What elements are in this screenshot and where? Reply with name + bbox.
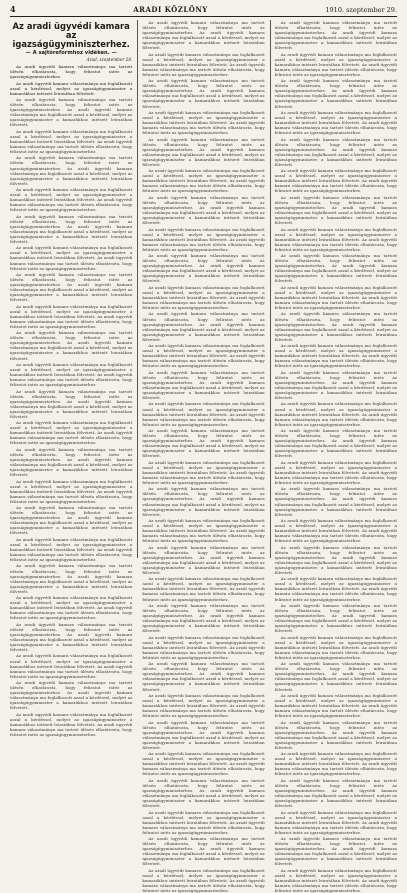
article-paragraph: Az aradi ügyvédi kamara választmánya ma foglalkozott azzal a kérdéssel, melyet az igazságügyminiszter a kamarákhoz intézett leiratában fölvetett. Az aradi ügyvédi kamara választmánya ma tartott ülésén elhatározta, hogy feliratot intéz az igazságügyminiszterhez. — [10, 478, 133, 504]
page-header — [10, 4, 397, 17]
article-paragraph: Az aradi ügyvédi kamara választmánya ma tartott ülésén elhatározta, hogy feliratot intéz az igazságügyminiszterhez. Az aradi ügyvédi kamara választmánya ma foglalkozott azzal a kérdéssel, melyet az igazságügyminiszter a kamarákhoz intézett leiratában fölvetett. — [274, 20, 397, 51]
article-paragraph: Az aradi ügyvédi kamara választmánya ma tartott ülésén elhatározta, hogy feliratot intéz az igazságügyminiszterhez. Az aradi ügyvédi kamara választmánya ma foglalkozott azzal a kérdéssel, melyet az igazságügyminiszter a kamarákhoz intézett leiratában fölvetett. — [274, 311, 397, 342]
article-subheading: — A sajtóreformhoz vidéken. — — [25, 50, 117, 56]
article-paragraph: Az aradi ügyvédi kamara választmánya ma foglalkozott azzal a kérdéssel, melyet az igazságügyminiszter a kamarákhoz intézett leiratában fölvetett. Az aradi ügyvédi kamara választmánya ma tartott ülésén elhatározta, hogy feliratot intéz az igazságügyminiszterhez. — [10, 361, 133, 388]
page-number: 4 — [10, 4, 16, 14]
article-paragraph: Az aradi ügyvédi kamara választmánya ma tartott ülésén elhatározta, hogy feliratot intéz az igazságügyminiszterhez. Az aradi ügyvédi kamara választmánya ma foglalkozott azzal a kérdéssel, melyet az igazságügyminiszter a kamarákhoz intézett leiratában fölvetett. — [274, 777, 397, 809]
column-body-text — [10, 97, 132, 737]
article-paragraph: Az aradi ügyvédi kamara választmánya ma tartott ülésén elhatározta, hogy feliratot intéz az igazságügyminiszterhez. Az aradi ügyvédi kamara választmánya ma foglalkozott azzal a kérdéssel, melyet az igazságügyminiszter a kamarákhoz intézett leiratában fölvetett. — [142, 836, 265, 867]
article-paragraph: Az aradi ügyvédi kamara választmánya ma foglalkozott azzal a kérdéssel, melyet az igazságügyminiszter a kamarákhoz intézett leiratában fölvetett. Az aradi ügyvédi kamara választmánya ma tartott ülésén elhatározta, hogy feliratot intéz az igazságügyminiszterhez. — [10, 420, 133, 446]
article-paragraph: Az aradi ügyvédi kamara választmánya ma tartott ülésén elhatározta, hogy feliratot intéz az igazságügyminiszterhez. Az aradi ügyvédi kamara választmánya ma foglalkozott azzal a kérdéssel, melyet az igazságügyminiszter a kamarákhoz intézett leiratában fölvetett. — [10, 155, 133, 186]
article-paragraph: Az aradi ügyvédi kamara választmánya ma tartott ülésén elhatározta, hogy feliratot intéz az igazságügyminiszterhez. Az aradi ügyvédi kamara választmánya ma foglalkozott azzal a kérdéssel, melyet az igazságügyminiszter a kamarákhoz intézett leiratában fölvetett. — [142, 369, 265, 401]
article-paragraph: Az aradi ügyvédi kamara választmánya ma foglalkozott azzal a kérdéssel, melyet az igazságügyminiszter a kamarákhoz intézett leiratában fölvetett. Az aradi ügyvédi kamara választmánya ma tartott ülésén elhatározta, hogy feliratot intéz az igazságügyminiszterhez. — [274, 692, 397, 719]
article-paragraph: Az aradi ügyvédi kamara választmánya ma foglalkozott azzal a kérdéssel, melyet az igazságügyminiszter a kamarákhoz intézett leiratában fölvetett. Az aradi ügyvédi kamara választmánya ma tartott ülésén elhatározta, hogy feliratot intéz az igazságügyminiszterhez. — [142, 226, 265, 252]
article-paragraph: Az aradi ügyvédi kamara választmánya ma foglalkozott azzal a kérdéssel, melyet az igazságügyminiszter a kamarákhoz intézett leiratában fölvetett. Az aradi ügyvédi kamara választmánya ma tartott ülésén elhatározta, hogy feliratot intéz az igazságügyminiszterhez. — [142, 809, 265, 835]
article-paragraph: Az aradi ügyvédi kamara választmánya ma foglalkozott azzal a kérdéssel, melyet az igazságügyminiszter a kamarákhoz intézett leiratában fölvetett. Az aradi ügyvédi kamara választmánya ma tartott ülésén elhatározta, hogy feliratot intéz az igazságügyminiszterhez. — [142, 109, 265, 136]
article-paragraph: Az aradi ügyvédi kamara választmánya ma tartott ülésén elhatározta, hogy feliratot intéz az igazságügyminiszterhez. Az aradi ügyvédi kamara választmánya ma foglalkozott azzal a kérdéssel, melyet az igazságügyminiszter a kamarákhoz intézett leiratában fölvetett. — [10, 621, 133, 653]
article-paragraph: Az aradi ügyvédi kamara választmánya ma tartott ülésén elhatározta, hogy feliratot intéz az igazságügyminiszterhez. Az aradi ügyvédi kamara választmánya ma foglalkozott azzal a kérdéssel, melyet az igazságügyminiszter a kamarákhoz intézett leiratában fölvetett. — [274, 253, 397, 284]
article-paragraph: Az aradi ügyvédi kamara választmánya ma foglalkozott azzal a kérdéssel, melyet az igazságügyminiszter a kamarákhoz intézett leiratában fölvetett. Az aradi ügyvédi kamara választmánya ma tartott ülésén elhatározta, hogy feliratot intéz az igazságügyminiszterhez. — [142, 576, 265, 602]
article-paragraph: Az aradi ügyvédi kamara választmánya ma tartott ülésén elhatározta, hogy feliratot intéz az igazságügyminiszterhez. Az aradi ügyvédi kamara választmánya ma foglalkozott azzal a kérdéssel, melyet az igazságügyminiszter a kamarákhoz intézett leiratában fölvetett. — [274, 544, 397, 575]
text-columns — [10, 20, 397, 893]
article-paragraph: Az aradi ügyvédi kamara választmánya ma foglalkozott azzal a kérdéssel, melyet az igazságügyminiszter a kamarákhoz intézett leiratában fölvetett. Az aradi ügyvédi kamara választmánya ma tartott ülésén elhatározta, hogy feliratot intéz az igazságügyminiszterhez. — [274, 576, 397, 602]
article-paragraph: Az aradi ügyvédi kamara választmánya ma tartott ülésén elhatározta, hogy feliratot intéz az igazságügyminiszterhez. — [10, 64, 133, 80]
article-paragraph: Az aradi ügyvédi kamara választmánya ma foglalkozott azzal a kérdéssel, melyet az igazságügyminiszter a kamarákhoz intézett leiratában fölvetett. Az aradi ügyvédi kamara választmánya ma tartott ülésén elhatározta, hogy feliratot intéz az igazságügyminiszterhez. — [142, 401, 265, 427]
article-paragraph: Az aradi ügyvédi kamara választmánya ma tartott ülésén elhatározta, hogy feliratot intéz az igazságügyminiszterhez. Az aradi ügyvédi kamara választmánya ma foglalkozott azzal a kérdéssel, melyet az igazságügyminiszter a kamarákhoz intézett leiratában fölvetett. — [10, 388, 133, 419]
article-paragraph: Az aradi ügyvédi kamara választmánya ma foglalkozott azzal a kérdéssel, melyet az igazságügyminiszter a kamarákhoz intézett leiratában fölvetett. Az aradi ügyvédi kamara választmánya ma tartott ülésén elhatározta, hogy feliratot intéz az igazságügyminiszterhez. — [142, 459, 265, 485]
issue-date: 1910. szeptember 29. — [325, 6, 397, 14]
article-paragraph: Az aradi ügyvédi kamara választmánya ma foglalkozott azzal a kérdéssel, melyet az igazságügyminiszter a kamarákhoz intézett leiratában fölvetett. Az aradi ügyvédi kamara választmánya ma tartott ülésén elhatározta, hogy feliratot intéz az igazságügyminiszterhez. — [10, 128, 133, 154]
article-paragraph: Az aradi ügyvédi kamara választmánya ma foglalkozott azzal a kérdéssel, melyet az igazságügyminiszter a kamarákhoz intézett leiratában fölvetett. Az aradi ügyvédi kamara választmánya ma tartott ülésén elhatározta, hogy feliratot intéz az igazságügyminiszterhez. — [274, 401, 397, 427]
article-paragraph: Az aradi ügyvédi kamara választmánya ma tartott ülésén elhatározta, hogy feliratot intéz az igazságügyminiszterhez. Az aradi ügyvédi kamara választmánya ma foglalkozott azzal a kérdéssel, melyet az igazságügyminiszter a kamarákhoz intézett leiratában fölvetett. — [274, 602, 397, 634]
column-body-text — [142, 20, 264, 893]
article-paragraph: Az aradi ügyvédi kamara választmánya ma tartott ülésén elhatározta, hogy feliratot intéz az igazságügyminiszterhez. Az aradi ügyvédi kamara választmánya ma foglalkozott azzal a kérdéssel, melyet az igazságügyminiszter a kamarákhoz intézett leiratában fölvetett. — [274, 836, 397, 867]
article-paragraph: Az aradi ügyvédi kamara választmánya ma tartott ülésén elhatározta, hogy feliratot intéz az igazságügyminiszterhez. Az aradi ügyvédi kamara választmánya ma foglalkozott azzal a kérdéssel, melyet az igazságügyminiszter a kamarákhoz intézett leiratában fölvetett. — [274, 661, 397, 692]
column-2 — [137, 20, 265, 893]
article-paragraph: Az aradi ügyvédi kamara választmánya ma foglalkozott azzal a kérdéssel, melyet az igazságügyminiszter a kamarákhoz intézett leiratában fölvetett. Az aradi ügyvédi kamara választmánya ma tartott ülésén elhatározta, hogy feliratot intéz az igazságügyminiszterhez. — [142, 751, 265, 777]
article-paragraph: Az aradi ügyvédi kamara választmánya ma tartott ülésén elhatározta, hogy feliratot intéz az igazságügyminiszterhez. Az aradi ügyvédi kamara választmánya ma foglalkozott azzal a kérdéssel, melyet az igazságügyminiszter a kamarákhoz intézett leiratában fölvetett. — [142, 777, 265, 809]
column-1 — [10, 20, 133, 737]
article-paragraph: Az aradi ügyvédi kamara választmánya ma tartott ülésén elhatározta, hogy feliratot intéz az igazságügyminiszterhez. Az aradi ügyvédi kamara választmánya ma foglalkozott azzal a kérdéssel, melyet az igazságügyminiszter a kamarákhoz intézett leiratában fölvetett. — [142, 661, 265, 692]
article-paragraph: Az aradi ügyvédi kamara választmánya ma foglalkozott azzal a kérdéssel, melyet az igazságügyminiszter a kamarákhoz intézett leiratában fölvetett. Az aradi ügyvédi kamara választmánya ma tartott ülésén elhatározta, hogy feliratot intéz az igazságügyminiszterhez. — [274, 284, 397, 311]
article-paragraph: Az aradi ügyvédi kamara választmánya ma foglalkozott azzal a kérdéssel, melyet az igazságügyminiszter a kamarákhoz intézett leiratában fölvetett. Az aradi ügyvédi kamara választmánya ma tartott ülésén elhatározta, hogy feliratot intéz az igazságügyminiszterhez. — [10, 536, 133, 563]
article-paragraph: Az aradi ügyvédi kamara választmánya ma tartott ülésén elhatározta, hogy feliratot intéz az igazságügyminiszterhez. Az aradi ügyvédi kamara választmánya ma foglalkozott azzal a kérdéssel, melyet az igazságügyminiszter a kamarákhoz intézett leiratában fölvetett. — [10, 680, 133, 711]
article-headline: Az aradi ügyvédi kamara az igazságügyminiszterhez. — [12, 21, 130, 49]
column-3 — [270, 20, 397, 893]
article-paragraph: Az aradi ügyvédi kamara választmánya ma tartott ülésén elhatározta, hogy feliratot intéz az igazságügyminiszterhez. Az aradi ügyvédi kamara választmánya ma foglalkozott azzal a kérdéssel, melyet az igazságügyminiszter a kamarákhoz intézett leiratában fölvetett. — [274, 194, 397, 226]
article-paragraph: Az aradi ügyvédi kamara választmánya ma foglalkozott azzal a kérdéssel, melyet az igazságügyminiszter a kamarákhoz intézett leiratában fölvetett. Az aradi ügyvédi kamara választmánya ma tartott ülésén elhatározta, hogy feliratot intéz az igazságügyminiszterhez. — [142, 284, 265, 311]
article-paragraph: Az aradi ügyvédi kamara választmánya ma foglalkozott azzal a kérdéssel, melyet az igazságügyminiszter a kamarákhoz intézett leiratában fölvetett. Az aradi ügyvédi kamara választmánya ma tartott ülésén elhatározta, hogy feliratot intéz az igazságügyminiszterhez. — [142, 692, 265, 719]
article-paragraph: Az aradi ügyvédi kamara választmánya ma tartott ülésén elhatározta, hogy feliratot intéz az igazságügyminiszterhez. Az aradi ügyvédi kamara választmánya ma foglalkozott azzal a kérdéssel, melyet az igazságügyminiszter a kamarákhoz intézett leiratában fölvetett. — [142, 194, 265, 226]
article-paragraph: Az aradi ügyvédi kamara választmánya ma foglalkozott azzal a kérdéssel, melyet az igazságügyminiszter a kamarákhoz intézett leiratában fölvetett. Az aradi ügyvédi kamara választmánya ma tartott ülésén elhatározta, hogy feliratot intéz az igazságügyminiszterhez. — [274, 867, 397, 893]
column-body-text — [275, 20, 397, 893]
article-paragraph: Az aradi ügyvédi kamara választmánya ma foglalkozott azzal a kérdéssel, melyet az igazságügyminiszter a kamarákhoz intézett leiratában fölvetett. — [10, 80, 133, 96]
article-paragraph: Az aradi ügyvédi kamara választmánya ma foglalkozott azzal a kérdéssel, melyet az igazságügyminiszter a kamarákhoz intézett leiratában fölvetett. Az aradi ügyvédi kamara választmánya ma tartott ülésén elhatározta, hogy feliratot intéz az igazságügyminiszterhez. — [142, 51, 265, 77]
article-paragraph: Az aradi ügyvédi kamara választmánya ma foglalkozott azzal a kérdéssel, melyet az igazságügyminiszter a kamarákhoz intézett leiratában fölvetett. Az aradi ügyvédi kamara választmánya ma tartott ülésén elhatározta, hogy feliratot intéz az igazságügyminiszterhez. — [142, 168, 265, 194]
article-paragraph: Az aradi ügyvédi kamara választmánya ma foglalkozott azzal a kérdéssel, melyet az igazságügyminiszter a kamarákhoz intézett leiratában fölvetett. Az aradi ügyvédi kamara választmánya ma tartott ülésén elhatározta, hogy feliratot intéz az igazságügyminiszterhez. — [274, 168, 397, 194]
article-paragraph: Az aradi ügyvédi kamara választmánya ma tartott ülésén elhatározta, hogy feliratot intéz az igazságügyminiszterhez. Az aradi ügyvédi kamara választmánya ma foglalkozott azzal a kérdéssel, melyet az igazságügyminiszter a kamarákhoz intézett leiratában fölvetett. — [274, 719, 397, 750]
article-paragraph: Az aradi ügyvédi kamara választmánya ma foglalkozott azzal a kérdéssel, melyet az igazságügyminiszter a kamarákhoz intézett leiratában fölvetett. Az aradi ügyvédi kamara választmánya ma tartott ülésén elhatározta, hogy feliratot intéz az igazságügyminiszterhez. — [10, 303, 133, 329]
article-paragraph: Az aradi ügyvédi kamara választmánya ma tartott ülésén elhatározta, hogy feliratot intéz az igazságügyminiszterhez. Az aradi ügyvédi kamara választmánya ma foglalkozott azzal a kérdéssel, melyet az igazságügyminiszter a kamarákhoz intézett leiratában fölvetett. — [10, 330, 133, 361]
article-paragraph: Az aradi ügyvédi kamara választmánya ma foglalkozott azzal a kérdéssel, melyet az igazságügyminiszter a kamarákhoz intézett leiratában fölvetett. Az aradi ügyvédi kamara választmánya ma tartott ülésén elhatározta, hogy feliratot intéz az igazságügyminiszterhez. — [274, 809, 397, 835]
article-paragraph: Az aradi ügyvédi kamara választmánya ma tartott ülésén elhatározta, hogy feliratot intéz az igazságügyminiszterhez. Az aradi ügyvédi kamara választmánya ma foglalkozott azzal a kérdéssel, melyet az igazságügyminiszter a kamarákhoz intézett leiratában fölvetett. — [10, 272, 133, 303]
article-paragraph: Az aradi ügyvédi kamara választmánya ma foglalkozott azzal a kérdéssel, melyet az igazságügyminiszter a kamarákhoz intézett leiratában fölvetett. Az aradi ügyvédi kamara választmánya ma tartott ülésén elhatározta, hogy feliratot intéz az igazságügyminiszterhez. — [142, 867, 265, 893]
article-paragraph: Az aradi ügyvédi kamara választmánya ma tartott ülésén elhatározta, hogy feliratot intéz az igazságügyminiszterhez. Az aradi ügyvédi kamara választmánya ma foglalkozott azzal a kérdéssel, melyet az igazságügyminiszter a kamarákhoz intézett leiratában fölvetett. — [10, 97, 133, 128]
article-paragraph: Az aradi ügyvédi kamara választmánya ma foglalkozott azzal a kérdéssel, melyet az igazságügyminiszter a kamarákhoz intézett leiratában fölvetett. Az aradi ügyvédi kamara választmánya ma tartott ülésén elhatározta, hogy feliratot intéz az igazságügyminiszterhez. — [274, 459, 397, 485]
article-paragraph: Az aradi ügyvédi kamara választmánya ma foglalkozott azzal a kérdéssel, melyet az igazságügyminiszter a kamarákhoz intézett leiratában fölvetett. Az aradi ügyvédi kamara választmánya ma tartott ülésén elhatározta, hogy feliratot intéz az igazságügyminiszterhez. — [274, 51, 397, 77]
article-paragraph: Az aradi ügyvédi kamara választmánya ma tartott ülésén elhatározta, hogy feliratot intéz az igazságügyminiszterhez. Az aradi ügyvédi kamara választmánya ma foglalkozott azzal a kérdéssel, melyet az igazságügyminiszter a kamarákhoz intézett leiratában fölvetett. — [10, 563, 133, 594]
article-paragraph: Az aradi ügyvédi kamara választmánya ma tartott ülésén elhatározta, hogy feliratot intéz az igazságügyminiszterhez. Az aradi ügyvédi kamara választmánya ma foglalkozott azzal a kérdéssel, melyet az igazságügyminiszter a kamarákhoz intézett leiratában fölvetett. — [10, 446, 133, 478]
article-paragraph: Az aradi ügyvédi kamara választmánya ma foglalkozott azzal a kérdéssel, melyet az igazságügyminiszter a kamarákhoz intézett leiratában fölvetett. Az aradi ügyvédi kamara választmánya ma tartott ülésén elhatározta, hogy feliratot intéz az igazságügyminiszterhez. — [142, 518, 265, 544]
article-paragraph: Az aradi ügyvédi kamara választmánya ma foglalkozott azzal a kérdéssel, melyet az igazságügyminiszter a kamarákhoz intézett leiratában fölvetett. Az aradi ügyvédi kamara választmánya ma tartott ülésén elhatározta, hogy feliratot intéz az igazságügyminiszterhez. — [142, 634, 265, 660]
article-paragraph: Az aradi ügyvédi kamara választmánya ma foglalkozott azzal a kérdéssel, melyet az igazságügyminiszter a kamarákhoz intézett leiratában fölvetett. Az aradi ügyvédi kamara választmánya ma tartott ülésén elhatározta, hogy feliratot intéz az igazságügyminiszterhez. — [10, 187, 133, 213]
article-paragraph: Az aradi ügyvédi kamara választmánya ma foglalkozott azzal a kérdéssel, melyet az igazságügyminiszter a kamarákhoz intézett leiratában fölvetett. Az aradi ügyvédi kamara választmánya ma tartott ülésén elhatározta, hogy feliratot intéz az igazságügyminiszterhez. — [274, 109, 397, 136]
article-paragraph: Az aradi ügyvédi kamara választmánya ma tartott ülésén elhatározta, hogy feliratot intéz az igazságügyminiszterhez. Az aradi ügyvédi kamara választmánya ma foglalkozott azzal a kérdéssel, melyet az igazságügyminiszter a kamarákhoz intézett leiratában fölvetett. — [142, 311, 265, 342]
article-paragraph: Az aradi ügyvédi kamara választmánya ma tartott ülésén elhatározta, hogy feliratot intéz az igazságügyminiszterhez. Az aradi ügyvédi kamara választmánya ma foglalkozott azzal a kérdéssel, melyet az igazságügyminiszter a kamarákhoz intézett leiratában fölvetett. — [142, 428, 265, 459]
article-paragraph: Az aradi ügyvédi kamara választmánya ma tartott ülésén elhatározta, hogy feliratot intéz az igazságügyminiszterhez. Az aradi ügyvédi kamara választmánya ma foglalkozott azzal a kérdéssel, melyet az igazságügyminiszter a kamarákhoz intézett leiratában fölvetett. — [274, 136, 397, 167]
article-paragraph: Az aradi ügyvédi kamara választmánya ma tartott ülésén elhatározta, hogy feliratot intéz az igazságügyminiszterhez. Az aradi ügyvédi kamara választmánya ma foglalkozott azzal a kérdéssel, melyet az igazságügyminiszter a kamarákhoz intézett leiratában fölvetett. — [274, 428, 397, 459]
article-paragraph: Az aradi ügyvédi kamara választmánya ma tartott ülésén elhatározta, hogy feliratot intéz az igazságügyminiszterhez. Az aradi ügyvédi kamara választmánya ma foglalkozott azzal a kérdéssel, melyet az igazságügyminiszter a kamarákhoz intézett leiratában fölvetett. — [142, 78, 265, 109]
article-paragraph: Az aradi ügyvédi kamara választmánya ma foglalkozott azzal a kérdéssel, melyet az igazságügyminiszter a kamarákhoz intézett leiratában fölvetett. Az aradi ügyvédi kamara választmánya ma tartott ülésén elhatározta, hogy feliratot intéz az igazságügyminiszterhez. — [274, 226, 397, 252]
article-paragraph: Az aradi ügyvédi kamara választmánya ma tartott ülésén elhatározta, hogy feliratot intéz az igazságügyminiszterhez. Az aradi ügyvédi kamara választmánya ma foglalkozott azzal a kérdéssel, melyet az igazságügyminiszter a kamarákhoz intézett leiratában fölvetett. — [142, 719, 265, 750]
article-paragraph: Az aradi ügyvédi kamara választmánya ma foglalkozott azzal a kérdéssel, melyet az igazságügyminiszter a kamarákhoz intézett leiratában fölvetett. Az aradi ügyvédi kamara választmánya ma tartott ülésén elhatározta, hogy feliratot intéz az igazságügyminiszterhez. — [274, 634, 397, 660]
article-paragraph: Az aradi ügyvédi kamara választmánya ma tartott ülésén elhatározta, hogy feliratot intéz az igazságügyminiszterhez. Az aradi ügyvédi kamara választmánya ma foglalkozott azzal a kérdéssel, melyet az igazságügyminiszter a kamarákhoz intézett leiratában fölvetett. — [142, 602, 265, 634]
article-paragraph: Az aradi ügyvédi kamara választmánya ma tartott ülésén elhatározta, hogy feliratot intéz az igazságügyminiszterhez. Az aradi ügyvédi kamara választmánya ma foglalkozott azzal a kérdéssel, melyet az igazságügyminiszter a kamarákhoz intézett leiratában fölvetett. — [274, 486, 397, 517]
article-paragraph: Az aradi ügyvédi kamara választmánya ma foglalkozott azzal a kérdéssel, melyet az igazságügyminiszter a kamarákhoz intézett leiratában fölvetett. Az aradi ügyvédi kamara választmánya ma tartott ülésén elhatározta, hogy feliratot intéz az igazságügyminiszterhez. — [274, 751, 397, 777]
article-paragraph: Az aradi ügyvédi kamara választmánya ma foglalkozott azzal a kérdéssel, melyet az igazságügyminiszter a kamarákhoz intézett leiratában fölvetett. Az aradi ügyvédi kamara választmánya ma tartott ülésén elhatározta, hogy feliratot intéz az igazságügyminiszterhez. — [274, 343, 397, 369]
article-paragraph: Az aradi ügyvédi kamara választmánya ma tartott ülésén elhatározta, hogy feliratot intéz az igazságügyminiszterhez. Az aradi ügyvédi kamara választmánya ma foglalkozott azzal a kérdéssel, melyet az igazságügyminiszter a kamarákhoz intézett leiratában fölvetett. — [142, 136, 265, 167]
article-paragraph: Az aradi ügyvédi kamara választmánya ma tartott ülésén elhatározta, hogy feliratot intéz az igazságügyminiszterhez. Az aradi ügyvédi kamara választmánya ma foglalkozott azzal a kérdéssel, melyet az igazságügyminiszter a kamarákhoz intézett leiratában fölvetett. — [274, 369, 397, 401]
article-paragraph: Az aradi ügyvédi kamara választmánya ma tartott ülésén elhatározta, hogy feliratot intéz az igazságügyminiszterhez. Az aradi ügyvédi kamara választmánya ma foglalkozott azzal a kérdéssel, melyet az igazságügyminiszter a kamarákhoz intézett leiratában fölvetett. — [10, 505, 133, 536]
masthead: ARADI KÖZLÖNY — [133, 5, 208, 14]
article-paragraph: Az aradi ügyvédi kamara választmánya ma foglalkozott azzal a kérdéssel, melyet az igazságügyminiszter a kamarákhoz intézett leiratában fölvetett. Az aradi ügyvédi kamara választmánya ma tartott ülésén elhatározta, hogy feliratot intéz az igazságügyminiszterhez. — [10, 711, 133, 737]
article-paragraph: Az aradi ügyvédi kamara választmánya ma foglalkozott azzal a kérdéssel, melyet az igazságügyminiszter a kamarákhoz intézett leiratában fölvetett. Az aradi ügyvédi kamara választmánya ma tartott ülésén elhatározta, hogy feliratot intéz az igazságügyminiszterhez. — [10, 653, 133, 679]
article-paragraph: Az aradi ügyvédi kamara választmánya ma tartott ülésén elhatározta, hogy feliratot intéz az igazságügyminiszterhez. Az aradi ügyvédi kamara választmánya ma foglalkozott azzal a kérdéssel, melyet az igazságügyminiszter a kamarákhoz intézett leiratában fölvetett. — [142, 486, 265, 517]
article-paragraph: Az aradi ügyvédi kamara választmánya ma foglalkozott azzal a kérdéssel, melyet az igazságügyminiszter a kamarákhoz intézett leiratában fölvetett. Az aradi ügyvédi kamara választmánya ma tartott ülésén elhatározta, hogy feliratot intéz az igazságügyminiszterhez. — [274, 518, 397, 544]
article-paragraph: Az aradi ügyvédi kamara választmánya ma tartott ülésén elhatározta, hogy feliratot intéz az igazságügyminiszterhez. Az aradi ügyvédi kamara választmánya ma foglalkozott azzal a kérdéssel, melyet az igazságügyminiszter a kamarákhoz intézett leiratában fölvetett. — [142, 20, 265, 51]
article-paragraph: Az aradi ügyvédi kamara választmánya ma tartott ülésén elhatározta, hogy feliratot intéz az igazságügyminiszterhez. Az aradi ügyvédi kamara választmánya ma foglalkozott azzal a kérdéssel, melyet az igazságügyminiszter a kamarákhoz intézett leiratában fölvetett. — [142, 253, 265, 284]
article-paragraph: Az aradi ügyvédi kamara választmánya ma tartott ülésén elhatározta, hogy feliratot intéz az igazságügyminiszterhez. Az aradi ügyvédi kamara választmánya ma foglalkozott azzal a kérdéssel, melyet az igazságügyminiszter a kamarákhoz intézett leiratában fölvetett. — [10, 213, 133, 244]
article-paragraph: Az aradi ügyvédi kamara választmánya ma tartott ülésén elhatározta, hogy feliratot intéz az igazságügyminiszterhez. Az aradi ügyvédi kamara választmánya ma foglalkozott azzal a kérdéssel, melyet az igazságügyminiszter a kamarákhoz intézett leiratában fölvetett. — [142, 544, 265, 575]
article-paragraph: Az aradi ügyvédi kamara választmánya ma foglalkozott azzal a kérdéssel, melyet az igazságügyminiszter a kamarákhoz intézett leiratában fölvetett. Az aradi ügyvédi kamara választmánya ma tartott ülésén elhatározta, hogy feliratot intéz az igazságügyminiszterhez. — [142, 343, 265, 369]
article-paragraph: Az aradi ügyvédi kamara választmánya ma tartott ülésén elhatározta, hogy feliratot intéz az igazságügyminiszterhez. Az aradi ügyvédi kamara választmánya ma foglalkozott azzal a kérdéssel, melyet az igazságügyminiszter a kamarákhoz intézett leiratában fölvetett. — [274, 78, 397, 109]
article-byline: Arad, szeptember 28. — [86, 57, 133, 62]
article-paragraph: Az aradi ügyvédi kamara választmánya ma foglalkozott azzal a kérdéssel, melyet az igazságügyminiszter a kamarákhoz intézett leiratában fölvetett. Az aradi ügyvédi kamara választmánya ma tartott ülésén elhatározta, hogy feliratot intéz az igazságügyminiszterhez. — [10, 245, 133, 271]
article-paragraph: Az aradi ügyvédi kamara választmánya ma foglalkozott azzal a kérdéssel, melyet az igazságügyminiszter a kamarákhoz intézett leiratában fölvetett. Az aradi ügyvédi kamara választmánya ma tartott ülésén elhatározta, hogy feliratot intéz az igazságügyminiszterhez. — [10, 595, 133, 621]
